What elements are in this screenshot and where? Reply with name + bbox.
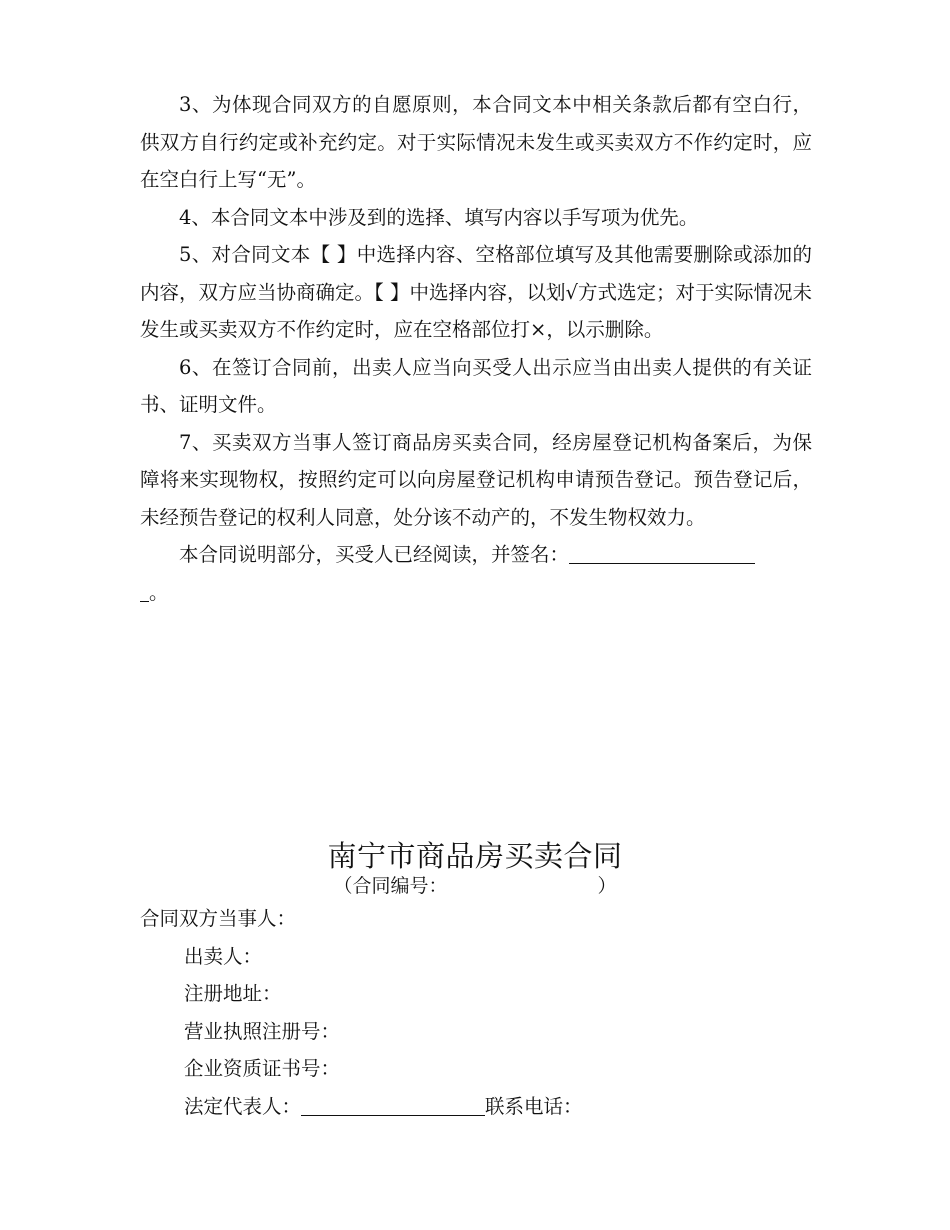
- instruction-item-7: 7、买卖双方当事人签订商品房买卖合同，经房屋登记机构备案后，为保障将来实现物权，按照约定可以向房屋登记机构申请预告登记。预告登记后，未经预告登记的权利人同意，处分该不动产的，不发生物权效力。: [140, 430, 812, 529]
- contract-number-label: （合同编号：: [333, 875, 448, 897]
- parties-heading: 合同双方当事人：: [140, 907, 297, 930]
- contract-number: [0, 872, 950, 900]
- seller-label: 出卖人：: [184, 944, 263, 968]
- contract-title: 南宁市商品房买卖合同: [327, 839, 623, 873]
- address-row: [140, 975, 820, 1013]
- instruction-item-6: 6、在签订合同前，出卖人应当向买受人出示应当由出卖人提供的有关证书、证明文件。: [140, 355, 812, 416]
- instruction-item-3: 3、为体现合同双方的自愿原则，本合同文本中相关条款后都有空白行，供双方自行约定或补充约定。对于实际情况未发生或买卖双方不作约定时，应在空白行上写“无”。: [140, 93, 812, 191]
- legal-rep-field[interactable]: [301, 1095, 485, 1116]
- contract-number-close: ）: [597, 875, 617, 897]
- phone-label: 联系电话：: [485, 1094, 583, 1118]
- instructions-section: [140, 86, 812, 611]
- instruction-item-5: 5、对合同文本【 】中选择内容、空格部位填写及其他需要删除或添加的内容，双方应当协商确定。【 】中选择内容，以划√方式选定；对于实际情况未发生或买卖双方不作约定时，应在空格部位打×，以示删除。: [140, 243, 812, 341]
- license-row: [140, 1013, 820, 1051]
- buyer-signature-line[interactable]: [569, 544, 755, 565]
- parties-section: [140, 900, 820, 1125]
- signature-line-tail: [140, 581, 149, 602]
- qualification-label: 企业资质证书号：: [184, 1057, 341, 1080]
- acknowledgement-text: 本合同说明部分，买受人已经阅读，并签名：: [179, 543, 570, 566]
- acknowledgement-period: 。: [149, 580, 169, 604]
- instruction-item-4: 4、本合同文本中涉及到的选择、填写内容以手写项为优先。: [179, 205, 699, 229]
- legal-rep-label: 法定代表人：: [184, 1094, 302, 1118]
- buyer-acknowledgement: [140, 536, 812, 611]
- legal-rep-row: [140, 1088, 820, 1126]
- qualification-row: [140, 1050, 820, 1088]
- address-label: 注册地址：: [184, 982, 282, 1005]
- seller-row: [140, 938, 820, 976]
- license-label: 营业执照注册号：: [184, 1019, 341, 1043]
